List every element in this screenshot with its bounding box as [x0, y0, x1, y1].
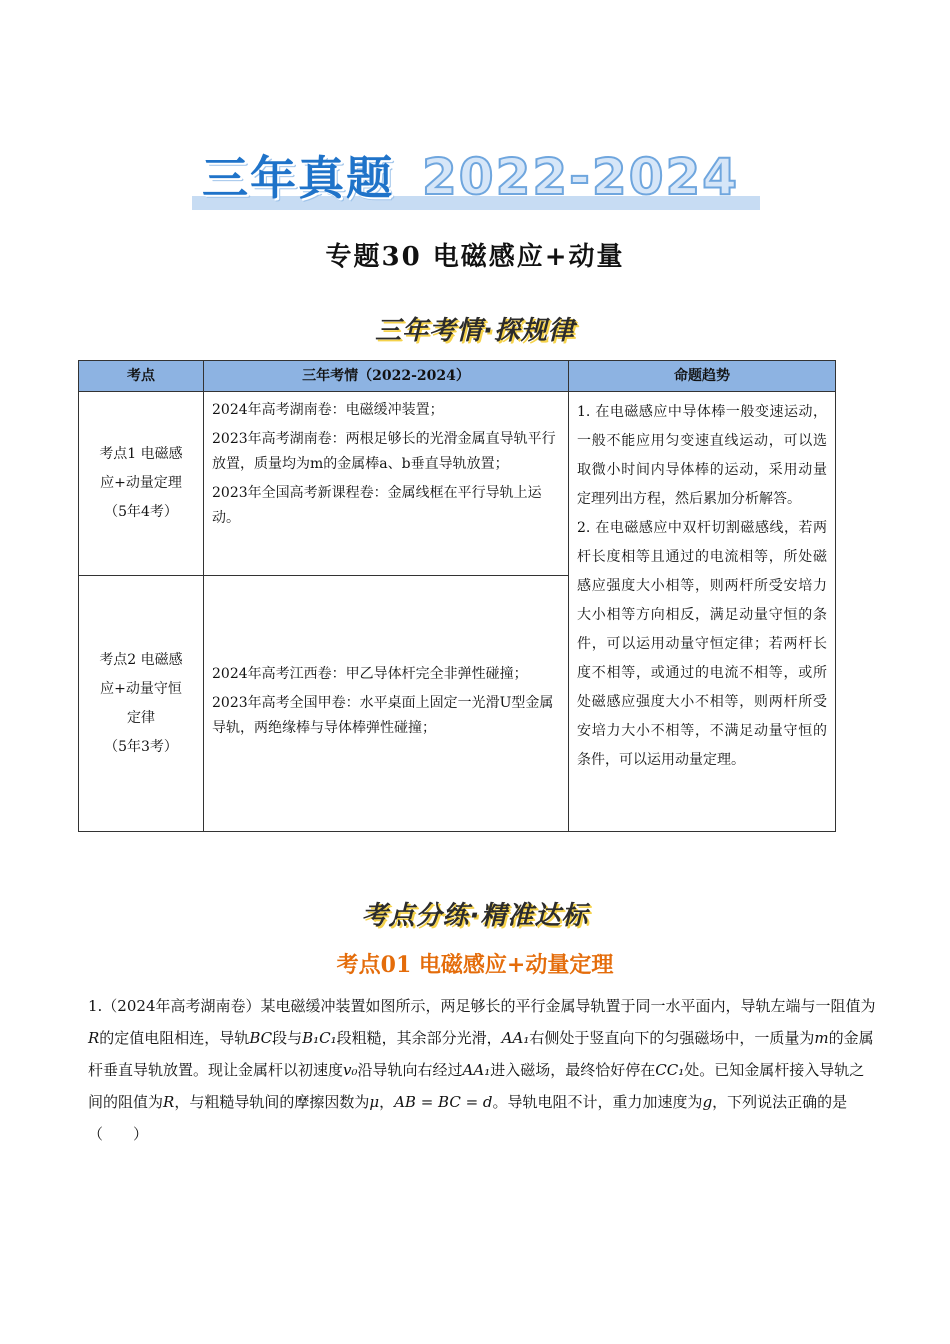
math-symbol: v₀: [343, 1061, 358, 1079]
question-text: 进入磁场，最终恰好停在: [490, 1061, 656, 1079]
kp-cell-1: [79, 392, 204, 576]
question-text: ，下列说法正确的是（ ）: [88, 1093, 848, 1143]
kp-line: 考点2 电磁感: [99, 651, 183, 668]
question-text: 段粗糙，其余部分光滑，: [336, 1029, 502, 1047]
exam-cell-1: [204, 392, 569, 576]
question-text: 。导轨电阻不计，重力加速度为: [492, 1093, 703, 1111]
exam-item: 2024年高考湖南卷：电磁缓冲装置；: [212, 402, 444, 418]
question-text: 段与: [272, 1029, 303, 1047]
header-exams: 三年考情（2022-2024）: [204, 361, 569, 392]
exam-item: 2024年高考江西卷：甲乙导体杆完全非弹性碰撞；: [212, 666, 528, 682]
question-text: 的定值电阻相连，导轨: [99, 1029, 250, 1047]
math-symbol: R: [163, 1093, 175, 1111]
section-badge-practice: [0, 893, 950, 934]
math-equation: AB = BC = d: [394, 1093, 493, 1111]
question-text: 1.（2024年高考湖南卷）某电磁缓冲装置如图所示，两足够长的平行金属导轨置于同一水平面内，导轨左端与一阻值为: [88, 997, 876, 1015]
badge-text: 三年考情·探规律: [375, 316, 575, 346]
trend-cell: [569, 392, 836, 832]
math-symbol: m: [814, 1029, 829, 1047]
math-symbol: BC: [249, 1029, 273, 1047]
banner-years-text: 2022-2024: [422, 148, 740, 206]
question-text: 的金属杆垂直导轨放置。现让金属杆以初速度: [88, 1029, 874, 1079]
math-symbol: AA₁: [501, 1029, 530, 1047]
exam-item: 2023年全国高考新课程卷：金属线框在平行导轨上运动。: [212, 485, 542, 526]
badge-text: 考点分练·精准达标: [361, 901, 589, 931]
math-symbol: μ: [369, 1093, 380, 1111]
section-badge-trends: [0, 308, 950, 349]
kp-cell-2: [79, 576, 204, 832]
math-symbol: AA₁: [462, 1061, 491, 1079]
table-header-row: [79, 361, 836, 392]
math-symbol: g: [702, 1093, 713, 1111]
math-symbol: B₁C₁: [302, 1029, 337, 1047]
kp-line: （5年3考）: [104, 738, 178, 755]
math-symbol: CC₁: [655, 1061, 685, 1079]
table-row: [79, 392, 836, 576]
kp-line: 应+动量定理: [100, 475, 182, 491]
kp-line: 应+动量守恒: [100, 680, 182, 697]
question-text: ，与粗糙导轨间的摩擦因数为: [174, 1093, 370, 1111]
exam-item: 2023年高考湖南卷：两根足够长的光滑金属直导轨平行放置，质量均为m的金属棒a、b垂直导轨放置；: [212, 431, 556, 472]
trend-item: 1. 在电磁感应中导体棒一般变速运动，一般不能应用匀变速直线运动，可以选取微小时间内导体棒的运动，采用动量定理列出方程，然后累加分析解答。: [577, 404, 827, 507]
question-text: 处。已知金属杆接入导轨之间的阻值为: [88, 1061, 865, 1111]
question-1: [88, 990, 878, 1150]
exam-cell-2: [204, 576, 569, 832]
topic-title: 专题30 电磁感应+动量: [325, 242, 625, 272]
kp-line: （5年4考）: [104, 504, 178, 520]
math-symbol: R: [88, 1029, 100, 1047]
header-trend: 命题趋势: [569, 361, 836, 392]
title-banner: [192, 148, 760, 212]
question-text: 沿导轨向右经过: [357, 1061, 463, 1079]
trend-item: 2. 在电磁感应中双杆切割磁感线，若两杆长度相等且通过的电流相等，所处磁感应强度大小相等，则两杆所受安培力大小相等方向相反，满足动量守恒的条件，可以运用动量守恒定律；若两杆长度不相等，或通过的电流不相等，或所处磁感应强度大小不相等，则两杆所受安培力大小不相等，不满足动量守恒的条件，可以运用动量定理。: [577, 520, 827, 768]
header-kp: 考点: [79, 361, 204, 392]
kp-line: 考点1 电磁感: [99, 446, 183, 462]
kp-line: 定律: [127, 709, 155, 726]
banner-cn-text: 三年真题: [202, 151, 394, 205]
exam-summary-table: [78, 360, 836, 832]
exam-item: 2023年高考全国甲卷：水平桌面上固定一光滑U型金属导轨，两绝缘棒与导体棒弹性碰撞；: [212, 695, 554, 736]
section-title: 考点01 电磁感应+动量定理: [336, 952, 614, 978]
question-text: 右侧处于竖直向下的匀强磁场中，一质量为: [529, 1029, 815, 1047]
question-text: ，: [379, 1093, 395, 1111]
